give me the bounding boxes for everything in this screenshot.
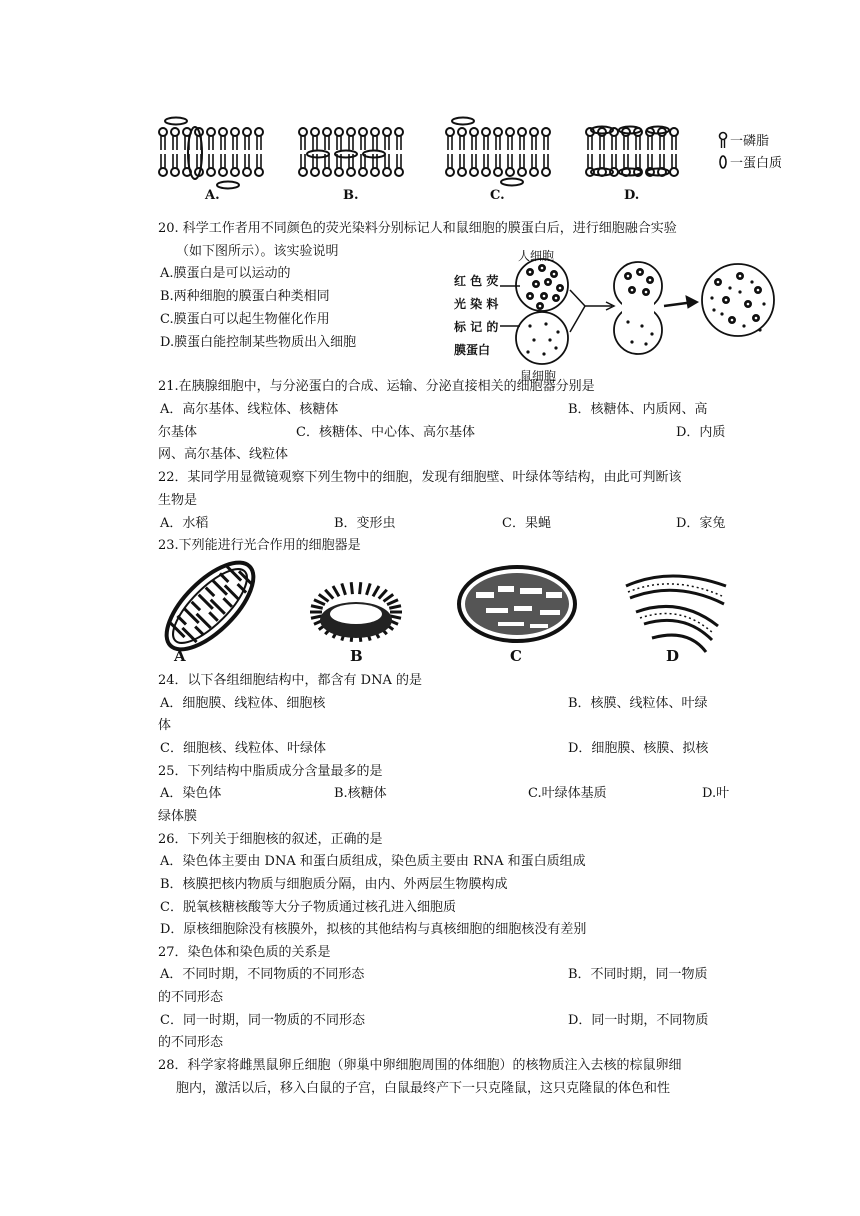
q24-option-d: D．细胞膜、核膜、拟核 xyxy=(568,741,709,756)
q21-stem: 21.在胰腺细胞中，与分泌蛋白的合成、运输、分泌直接相关的细胞器分别是 xyxy=(158,379,595,394)
q25-stem: 25．下列结构中脂质成分含量最多的是 xyxy=(158,764,383,779)
q22-stem-line1: 22．某同学用显微镜观察下列生物中的细胞，发现有细胞壁、叶绿体等结构，由此可判断该 xyxy=(158,470,682,485)
q28-stem-line2: 胞内，激活以后，移入白鼠的子宫，白鼠最终产下一只克隆鼠，这只克隆鼠的体色和性 xyxy=(176,1081,671,1096)
q27-stem: 27．染色体和染色质的关系是 xyxy=(158,945,331,960)
q27-option-b: B．不同时期，同一物质 xyxy=(568,967,708,982)
q27-option-c: C．同一时期，同一物质的不同形态 xyxy=(160,1013,365,1028)
q27-option-b-cont: 的不同形态 xyxy=(158,990,224,1005)
human-cell-label: 人细胞 xyxy=(518,249,555,263)
q25-option-d-cont: 绿体膜 xyxy=(158,809,198,824)
q21-option-b: B．核糖体、内质网、高 xyxy=(568,402,708,417)
q24-option-b: B．核膜、线粒体、叶绿 xyxy=(568,696,708,711)
dye-label-line1: 红 色 荧 xyxy=(454,274,499,288)
organelle-label-b: B xyxy=(350,647,363,665)
q20-option-a: A.膜蛋白是可以运动的 xyxy=(160,266,291,281)
q20-option-b: B.两种细胞的膜蛋白种类相同 xyxy=(160,289,330,304)
q22-option-b: B．变形虫 xyxy=(334,516,396,531)
organelle-label-c: C xyxy=(510,647,522,665)
q25-option-d: D.叶 xyxy=(702,786,730,801)
q24-option-a: A．细胞膜、线粒体、细胞核 xyxy=(160,696,326,711)
chloroplast-image xyxy=(459,567,575,641)
q21-option-c: C．核糖体、中心体、高尔基体 xyxy=(296,425,475,440)
q26-option-a: A．染色体主要由 DNA 和蛋白质组成，染色质主要由 RNA 和蛋白质组成 xyxy=(160,854,586,869)
q24-option-c: C．细胞核、线粒体、叶绿体 xyxy=(160,741,326,756)
q21-option-b-cont: 尔基体 xyxy=(158,425,198,440)
q20-stem-line1: 20. 科学工作者用不同颜色的荧光染料分别标记人和鼠细胞的膜蛋白后，进行细胞融合实验 xyxy=(158,221,677,236)
organelle-label-a: A xyxy=(174,647,186,665)
legend-phospholipid: 一磷脂 xyxy=(730,134,770,149)
q26-option-b: B．核膜把核内物质与细胞质分隔，由内、外两层生物膜构成 xyxy=(160,877,508,892)
q26-option-d: D．原核细胞除没有核膜外，拟核的其他结构与真核细胞的细胞核没有差别 xyxy=(160,922,587,937)
q20-stem-line2: （如下图所示）。该实验说明 xyxy=(176,244,339,259)
dye-label-line3: 标 记 的 xyxy=(454,320,499,334)
q22-stem-line2: 生物是 xyxy=(158,493,198,508)
q20-option-d: D.膜蛋白能控制某些物质出入细胞 xyxy=(160,335,357,350)
q24-stem: 24．以下各组细胞结构中，都含有 DNA 的是 xyxy=(158,673,422,688)
mitochondrion-image xyxy=(153,549,268,664)
dye-label-line4: 膜蛋白 xyxy=(454,343,491,357)
q27-option-a: A．不同时期，不同物质的不同形态 xyxy=(160,967,365,982)
legend-protein: 一蛋白质 xyxy=(730,156,783,171)
q21-option-d-cont: 网、高尔基体、线粒体 xyxy=(158,447,289,462)
q27-option-d-cont: 的不同形态 xyxy=(158,1035,224,1050)
q28-stem-line1: 28．科学家将雌黑鼠卵丘细胞（卵巢中卵细胞周围的体细胞）的核物质注入去核的棕鼠卵细 xyxy=(158,1058,682,1073)
figure-label-d: D. xyxy=(624,188,640,203)
q20-option-c: C.膜蛋白可以起生物催化作用 xyxy=(160,312,330,327)
q26-option-c: C．脱氧核糖核酸等大分子物质通过核孔进入细胞质 xyxy=(160,900,456,915)
q22-option-a: A．水稻 xyxy=(160,516,209,531)
q26-stem: 26．下列关于细胞核的叙述，正确的是 xyxy=(158,832,383,847)
q25-option-b: B.核糖体 xyxy=(334,786,387,801)
organelle-label-d: D xyxy=(666,647,680,665)
figure-label-c: C. xyxy=(490,188,505,203)
q22-option-c: C．果蝇 xyxy=(502,516,551,531)
q25-option-a: A．染色体 xyxy=(160,786,222,801)
figure-label-b: B. xyxy=(343,188,359,203)
q24-option-b-cont: 体 xyxy=(158,718,172,733)
spiky-organelle-image xyxy=(310,582,402,642)
q21-option-a: A．高尔基体、线粒体、核糖体 xyxy=(160,402,339,417)
dye-label-line2: 光 染 料 xyxy=(454,297,499,311)
q21-option-d: D．内质 xyxy=(676,425,726,440)
er-image xyxy=(626,576,726,652)
q23-stem: 23.下列能进行光合作用的细胞器是 xyxy=(158,538,361,553)
q25-option-c: C.叶绿体基质 xyxy=(528,786,607,801)
q22-option-d: D．家兔 xyxy=(676,516,726,531)
figure-label-a: A. xyxy=(205,188,220,203)
q27-option-d: D．同一时期，不同物质 xyxy=(568,1013,709,1028)
mouse-cell-label: 鼠细胞 xyxy=(520,369,557,383)
